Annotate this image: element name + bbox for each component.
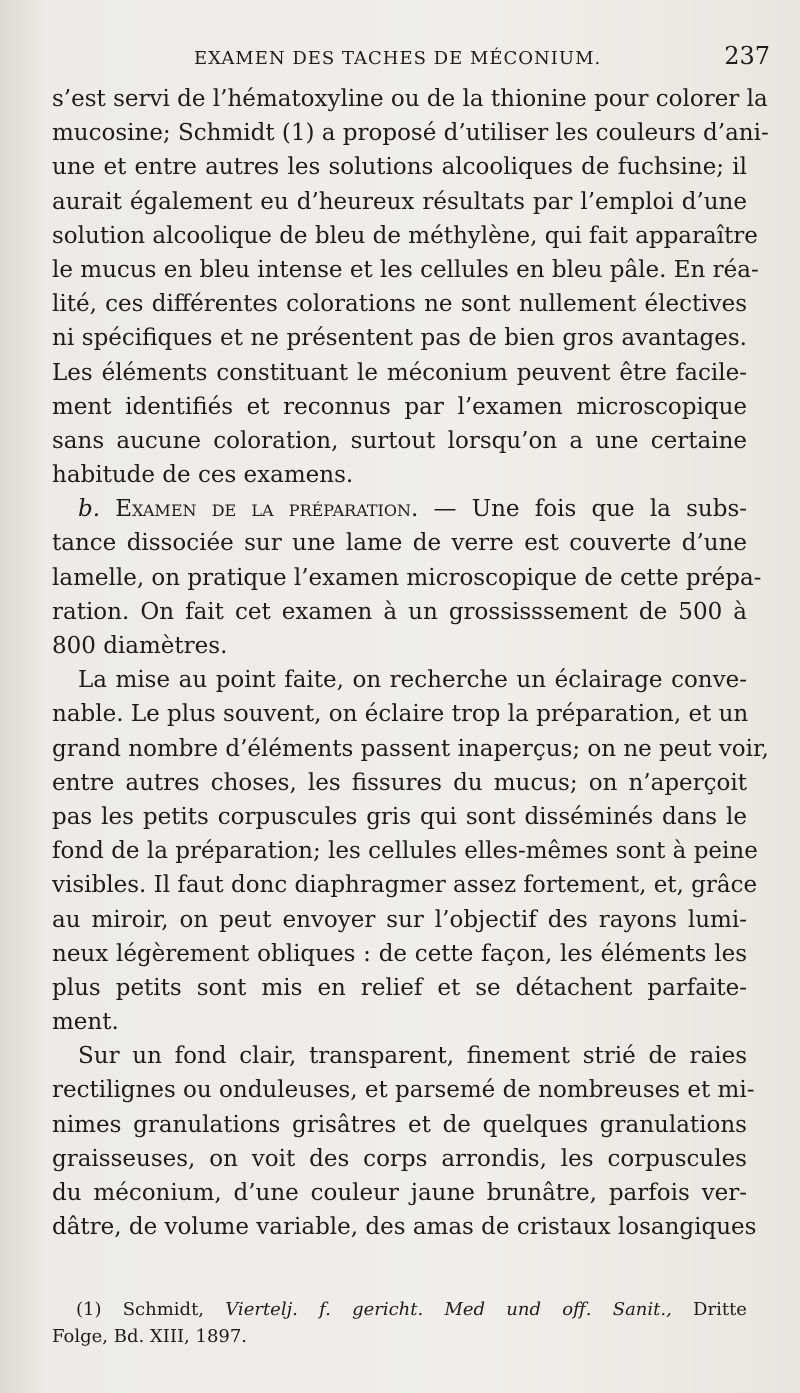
page-header [52, 40, 770, 74]
text-line: fond de la préparation; les cellules elles-mêmes sont à peine [52, 838, 758, 865]
footnote-marker: (1) [76, 1299, 102, 1320]
section-b-first-line [52, 492, 747, 526]
text-line: sans aucune coloration, surtout lorsqu’on a une certaine [52, 427, 747, 454]
running-head: EXAMEN DES TACHES DE MÉCONIUM. [194, 48, 602, 69]
body-text [52, 82, 769, 1244]
footnote-line [52, 1296, 747, 1323]
text-line: s’est servi de l’hématoxyline ou de la thionine pour colorer la [52, 86, 768, 112]
text-line: rectilignes ou onduleuses, et parsemé de nombreuses et mi- [52, 1077, 755, 1104]
text-line: une et entre autres les solutions alcooliques de fuchsine; il [52, 154, 747, 181]
page-number: 237 [724, 42, 770, 70]
footnotes [52, 1296, 747, 1350]
text-line: graisseuses, on voit des corps arrondis, les corpuscules [52, 1145, 747, 1172]
text-line: du méconium, d’une couleur jaune brunâtre, parfois ver- [52, 1180, 747, 1206]
text-line: entre autres choses, les fissures du mucus; on n’aperçoit [52, 769, 747, 796]
footnote-line: Folge, Bd. XIII, 1897. [52, 1326, 248, 1347]
text-line: nable. Le plus souvent, on éclaire trop la préparation, et un [52, 701, 749, 728]
text-line: mucosine; Schmidt (1) a proposé d’utiliser les couleurs d’ani- [52, 120, 769, 147]
text-line: le mucus en bleu intense et les cellules en bleu pâle. En réa- [52, 256, 759, 283]
section-b-label: b. [78, 496, 101, 523]
section-b-text: — Une fois que la subs- [433, 496, 748, 523]
footnote-rest: Dritte [693, 1299, 747, 1320]
text-line: dâtre, de volume variable, des amas de cristaux losangiques [52, 1214, 757, 1241]
section-b-heading: Examen de la préparation. [115, 496, 419, 523]
text-line: La mise au point faite, on recherche un éclairage conve- [78, 667, 747, 694]
text-line: ment identifiés et reconnus par l’examen microscopique [52, 393, 747, 420]
text-line: pas les petits corpuscules gris qui sont disséminés dans le [52, 803, 747, 830]
text-line: solution alcoolique de bleu de méthylène, qui fait apparaître [52, 222, 758, 249]
text-line: lamelle, on pratique l’examen microscopique de cette prépa- [52, 564, 762, 591]
text-line: ration. On fait cet examen à un grossisssement de 500 à [52, 598, 747, 625]
text-line: plus petits sont mis en relief et se détachent parfaite- [52, 974, 747, 1001]
text-line: neux légèrement obliques : de cette façon, les éléments les [52, 940, 747, 967]
text-line: nimes granulations grisâtres et de quelques granulations [52, 1111, 747, 1138]
text-line: grand nombre d’éléments passent inaperçus; on ne peut voir, [52, 735, 769, 762]
text-line: 800 diamètres. [52, 633, 228, 659]
text-line: tance dissociée sur une lame de verre est couverte d’une [52, 530, 747, 557]
text-line: visibles. Il faut donc diaphragmer assez fortement, et, grâce [52, 872, 758, 899]
text-line: habitude de ces examens. [52, 462, 354, 489]
text-line: Sur un fond clair, transparent, finement strié de raies [78, 1043, 747, 1070]
text-line: aurait également eu d’heureux résultats par l’emploi d’une [52, 188, 747, 215]
text-line: lité, ces différentes colorations ne sont nullement électives [52, 291, 747, 318]
footnote-journal: Viertelj. f. gericht. Med und off. Sanit., [225, 1299, 672, 1320]
text-line: au miroir, on peut envoyer sur l’objectif des rayons lumi- [52, 906, 747, 933]
text-line: ni spécifiques et ne présentent pas de bien gros avantages. [52, 325, 747, 352]
footnote-author: Schmidt, [122, 1299, 205, 1320]
text-line: Les éléments constituant le méconium peuvent être facile- [52, 359, 747, 386]
text-line: ment. [52, 1009, 119, 1036]
